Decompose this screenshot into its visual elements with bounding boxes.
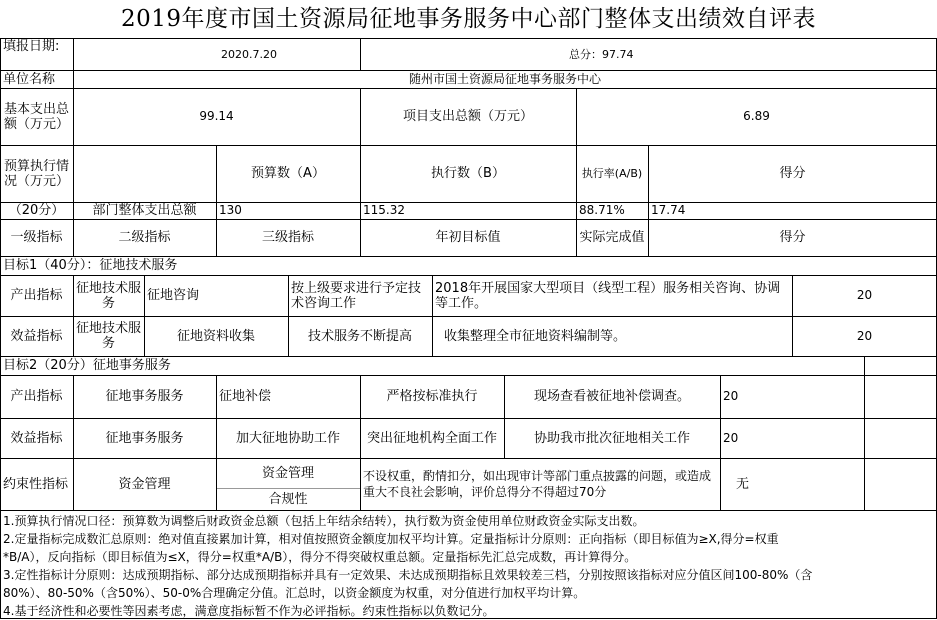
note-2a: 2.定量指标完成数汇总原则：绝对值直接累加计算，相对值按照资金额度加权平均计算。定量指标计分原则：正向指标（即目标值为≥X,得分=权重 [3, 532, 779, 546]
goal1-row1-l3: 征地咨询 [147, 288, 200, 303]
grid-line [0, 418, 937, 419]
goal2-row1-l3: 征地补偿 [219, 389, 272, 404]
basic-exp-value: 99.14 [199, 109, 234, 123]
budget-row-score: 17.74 [651, 203, 686, 217]
header-level2: 二级指标 [118, 230, 171, 245]
header-level1: 一级指标 [10, 230, 63, 245]
grid-line [0, 202, 937, 203]
grid-line [360, 375, 361, 510]
grid-line [0, 219, 937, 220]
header-target: 年初目标值 [435, 230, 501, 245]
goal1-row1-target: 按上级要求进行予定技术咨询工作 [291, 280, 422, 311]
goal2-row1-score: 20 [723, 389, 739, 403]
goal1-row1-score: 20 [856, 288, 873, 302]
goal2-row2-l3: 加大征地协助工作 [235, 430, 340, 446]
project-exp-label: 项目支出总额（万元） [402, 109, 533, 124]
grid-line [0, 510, 937, 511]
note-1: 1.预算执行情况口径：预算数为调整后财政资金总额（包括上年结余结转），执行数为资金使用单位财政资金实际支出数。 [3, 514, 645, 528]
budget-label: 预算执行情况（万元） [3, 158, 69, 189]
grid-line [0, 145, 937, 146]
grid-line [0, 70, 937, 71]
budget-row-rate: 88.71% [579, 203, 625, 217]
goal2-row2-actual: 协助我市批次征地相关工作 [533, 430, 690, 446]
budget-row-b: 115.32 [363, 203, 405, 217]
unit-name-value: 随州市国土资源局征地事务服务中心 [408, 71, 601, 86]
budget-col-a: 预算数（A） [251, 166, 325, 181]
grid-line [504, 375, 505, 458]
grid-line [0, 38, 1, 619]
fill-date-label: 填报日期: [3, 39, 60, 54]
grid-line [0, 88, 937, 89]
grid-line [792, 275, 793, 356]
header-score: 得分 [779, 230, 806, 245]
grid-line [144, 275, 145, 356]
note-2b: *B/A），反向指标（即目标值为≤X，得分=权重*A/B），得分不得突破权重总额。定量指标先汇总完成数，再计算得分。 [3, 550, 637, 564]
constraint-actual: 无 [736, 476, 750, 492]
goal1-row1-actual: 2018年开展国家大型项目（线型工程）服务相关咨询、协调等工作。 [435, 280, 781, 311]
page-title: 2019年度市国土资源局征地事务服务中心部门整体支出绩效自评表 [120, 6, 817, 32]
goal2-row2-l2: 征地事务服务 [105, 430, 184, 446]
unit-name-label: 单位名称 [3, 71, 56, 87]
grid-line [0, 38, 937, 39]
goal2-row2-score: 20 [723, 430, 739, 445]
constraint-target: 不设权重，酌情扣分，如出现审计等部门重点披露的问题，或造成重大不良社会影响，评价总得分不得超过70分 [363, 469, 712, 499]
budget-row-label: 部门整体支出总额 [92, 203, 197, 218]
budget-col-score: 得分 [779, 166, 806, 181]
grid-line [216, 488, 360, 489]
goal1-row2-l2: 征地技术服务 [76, 321, 142, 351]
grid-line [360, 38, 361, 70]
total-score: 总分：97.74 [569, 47, 634, 61]
budget-col-rate: 执行率(A/B) [581, 167, 643, 180]
grid-line [360, 88, 361, 256]
grid-line [648, 145, 649, 256]
note-3b: 80%）、80-50%（含50%）、50-0%合理确定分值。汇总时，以资金额度为权重，对分值进行加权平均计算。 [3, 586, 586, 600]
grid-line [0, 356, 937, 357]
budget-weight: （20分） [8, 203, 65, 218]
goal2-row1-l2: 征地事务服务 [105, 389, 184, 404]
budget-row-a: 130 [219, 203, 242, 217]
grid-line [864, 356, 865, 510]
goal2-row2-l1: 效益指标 [10, 430, 63, 446]
grid-line [216, 375, 217, 510]
note-4: 4.基于经济性和必要性等因素考虑，满意度指标暂不作为必评指标。约束性指标以负数记分。 [3, 604, 495, 618]
goal1-row2-l3: 征地资料收集 [176, 328, 255, 344]
grid-line [720, 375, 721, 510]
constraint-l2: 资金管理 [118, 476, 171, 492]
grid-line [216, 145, 217, 256]
grid-line [73, 38, 74, 256]
goal2-title: 目标2（20分）征地事务服务 [3, 358, 171, 373]
goal1-row2-actual: 收集整理全市征地资料编制等。 [444, 328, 627, 344]
basic-exp-label: 基本支出总额（万元） [3, 101, 69, 132]
header-actual: 实际完成值 [579, 230, 645, 245]
goal1-row2-target: 技术服务不断提高 [307, 328, 412, 344]
goal1-row1-l1: 产出指标 [10, 288, 63, 303]
goal1-row1-l2: 征地技术服务 [76, 280, 142, 311]
goal1-row2-l1: 效益指标 [10, 328, 63, 344]
project-exp-value: 6.89 [743, 109, 770, 123]
constraint-l1: 约束性指标 [3, 476, 69, 492]
grid-line [0, 256, 937, 257]
goal2-row1-actual: 现场查看被征地补偿调查。 [533, 389, 690, 404]
goal1-title: 目标1（40分）：征地技术服务 [3, 258, 178, 273]
grid-line [73, 375, 74, 510]
grid-line [73, 275, 74, 356]
grid-line [0, 458, 937, 459]
grid-line [0, 275, 937, 276]
note-3a: 3.定性指标计分原则：达成预期指标、部分达成预期指标并具有一定效果、未达成预期指标且效果较差三档，分别按照该指标对应分值区间100-80%（含 [3, 568, 813, 582]
notes [3, 512, 933, 620]
grid-line [432, 275, 433, 356]
budget-col-b: 执行数（B） [431, 166, 505, 181]
grid-line [0, 316, 937, 317]
goal1-row2-score: 20 [856, 328, 873, 343]
header-level3: 三级指标 [261, 230, 314, 245]
grid-line [288, 275, 289, 356]
constraint-l3b: 合规性 [268, 491, 308, 507]
constraint-l3a: 资金管理 [261, 465, 314, 481]
goal2-row1-target: 严格按标准执行 [386, 389, 478, 404]
fill-date-value: 2020.7.20 [221, 47, 277, 61]
goal2-row2-target: 突出征地机构全面工作 [366, 430, 497, 446]
grid-line [0, 375, 937, 376]
grid-line [576, 88, 577, 256]
goal2-row1-l1: 产出指标 [10, 389, 63, 404]
